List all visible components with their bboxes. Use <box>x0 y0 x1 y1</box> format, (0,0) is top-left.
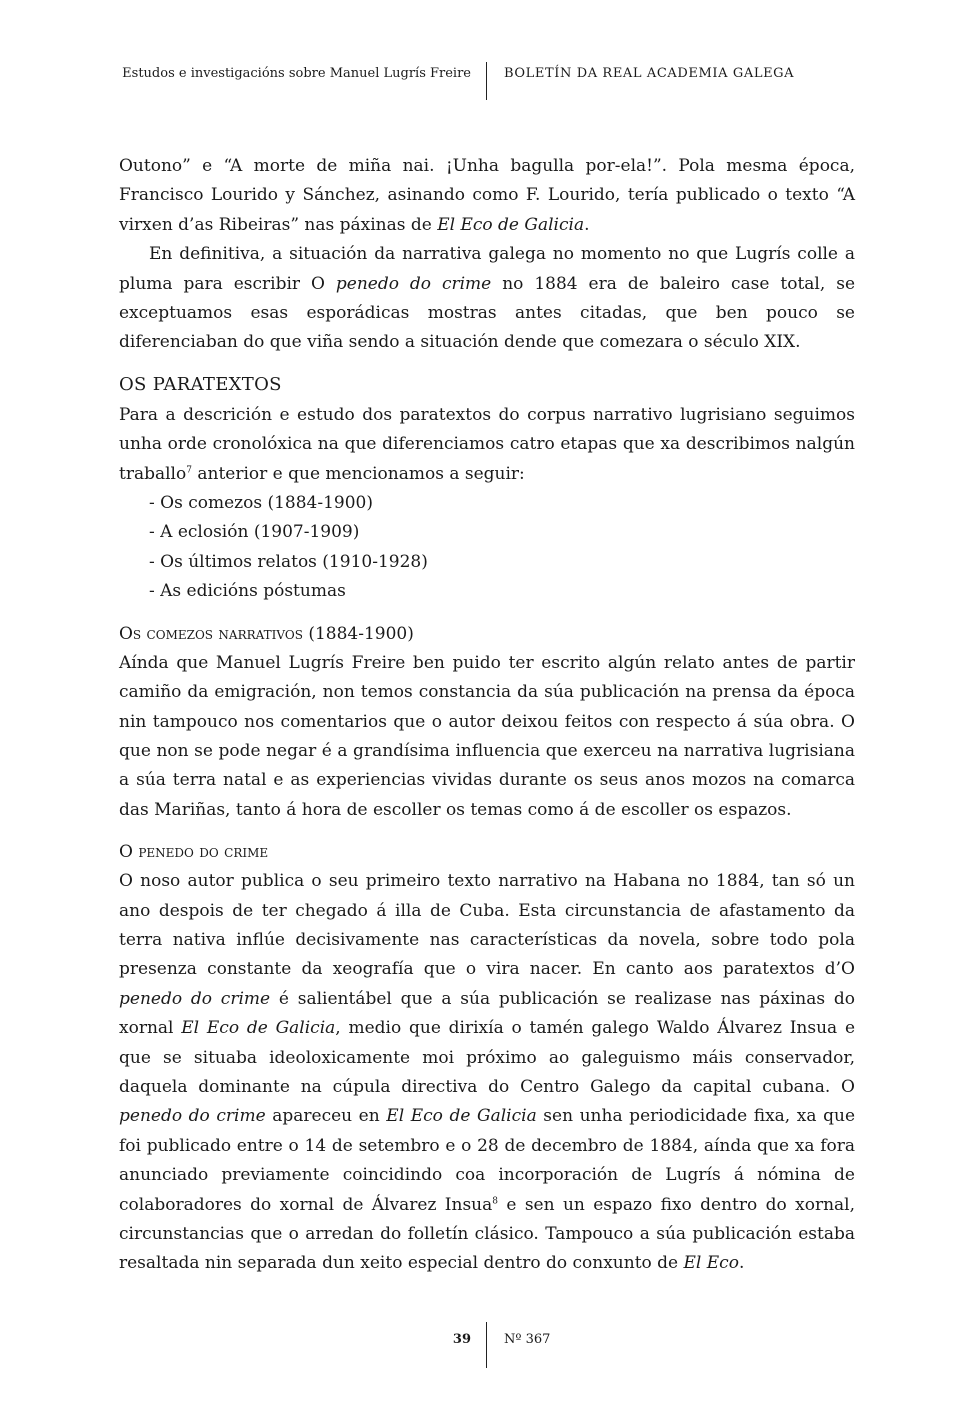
text-run: e sen un espazo fixo dentro do xornal, circunstancias que o arredan do folletín clásico. Tampouco a súa publicación estaba resaltada nin separada dun xeito especial dentro do conxunto de <box>119 1194 855 1274</box>
italic-run: El Eco <box>683 1253 739 1274</box>
list-item: - A eclosión (1907-1909) <box>149 522 360 543</box>
list-item: - Os comezos (1884-1900) <box>149 493 374 514</box>
text-run: é salientábel que a súa publicación se realizase nas páxinas do xornal <box>119 988 855 1039</box>
paragraph-2 <box>119 240 855 358</box>
subsection-heading-penedo: O penedo do crime <box>119 842 269 863</box>
page-footer <box>0 1322 975 1372</box>
text-run: no 1884 era de baleiro case total, se exceptuamos esas esporádicas mostras antes citadas, que ben pouco se diferenciaban do que viña sendo a situación dende que comezara o século XIX. <box>119 273 856 353</box>
paragraph-4: Aínda que Manuel Lugrís Freire ben puido ter escrito algún relato antes de partir camiño da emigración, non temos constancia da súa publicación na prensa da época nin tampouco nos comentarios que o autor deixou feitos con respecto á súa obra. O que non se pode negar é a grandísima influencia que exerceu na narrativa lugrisiana a súa terra natal e as experiencias vividas durante os seus anos mozos na comarca das Mariñas, tanto á hora de escoller os temas como á de escoller os espazos. <box>119 652 855 820</box>
page-number: 39 <box>452 1332 471 1347</box>
paragraph-3 <box>119 401 855 489</box>
italic-run: penedo do crime <box>119 1106 266 1127</box>
italic-run: penedo do crime <box>119 988 271 1009</box>
list-item: - As edicións póstumas <box>149 581 346 602</box>
text-run: . <box>584 214 590 235</box>
italic-run: penedo do crime <box>335 273 492 294</box>
italic-run: El Eco de Galicia <box>386 1106 537 1127</box>
subsection-heading-comezos: Os comezos narrativos (1884-1900) <box>119 623 414 644</box>
text-run: apareceu en <box>265 1106 387 1127</box>
list-item: - Os últimos relatos (1910-1928) <box>149 551 428 572</box>
text-run: . <box>738 1253 745 1274</box>
text-run: sen unha periodicidade fixa, xa que foi publicado entre o 14 de setembro e o 28 de decembro de 1884, aínda que xa fora anunciado previamente coincidindo coa incorporación de Lugrís á nómina de colaboradores do xornal de Álvarez Insua <box>119 1106 856 1215</box>
footnote-ref-8: 8 <box>492 1195 498 1206</box>
header-journal-title: BOLETÍN DA REAL ACADEMIA GALEGA <box>504 66 795 81</box>
italic-run: El Eco de Galicia <box>181 1018 336 1039</box>
running-header <box>0 62 975 102</box>
text-run: O noso autor publica o seu primeiro texto narrativo na Habana no 1884, tan só un ano despois de ter chegado á illa de Cuba. Esta circunstancia de afastamento da terra nativa inflúe decisivamente nas características da novela, sobre todo pola presenza constante da xeografía que o vira nacer. En canto aos paratextos d’O <box>119 871 855 980</box>
footnote-ref-7: 7 <box>186 465 192 475</box>
text-run: Para a descrición e estudo dos paratextos do corpus narrativo lugrisiano seguimos unha orde cronolóxica na que diferenciamos catro etapas que xa describimos nalgún traballo <box>119 404 855 484</box>
paragraph-1 <box>119 152 855 240</box>
header-series-title: Estudos e investigacións sobre Manuel Lugrís Freire <box>122 66 471 81</box>
text-run: anterior e que mencionamos a seguir: <box>191 463 525 484</box>
issue-number: Nº 367 <box>504 1332 551 1347</box>
paragraph-5 <box>119 867 855 1279</box>
footer-divider <box>486 1322 487 1368</box>
section-heading-paratextos: OS PARATEXTOS <box>119 373 282 395</box>
text-run: En definitiva, a situación da narrativa galega no momento no que Lugrís colle a pluma para escribir O <box>119 244 855 294</box>
text-run: , medio que dirixía o tamén galego Waldo Álvarez Insua e que se situaba ideoloxicamente moi próximo ao galeguismo máis conservador, daquela dominante na cúpula directiva do Centro Galego da capital cubana. O <box>119 1018 856 1097</box>
stages-list <box>119 489 855 607</box>
text-run: Outono” e “A morte de miña nai. ¡Unha bagulla por-ela!”. Pola mesma época, Francisco Lourido y Sánchez, asinando como F. Lourido, tería publicado o texto “A virxen d’as Ribeiras” nas páxinas de <box>119 156 855 235</box>
header-divider <box>486 62 487 100</box>
italic-run: El Eco de Galicia <box>437 214 585 235</box>
body-text <box>119 152 855 1279</box>
